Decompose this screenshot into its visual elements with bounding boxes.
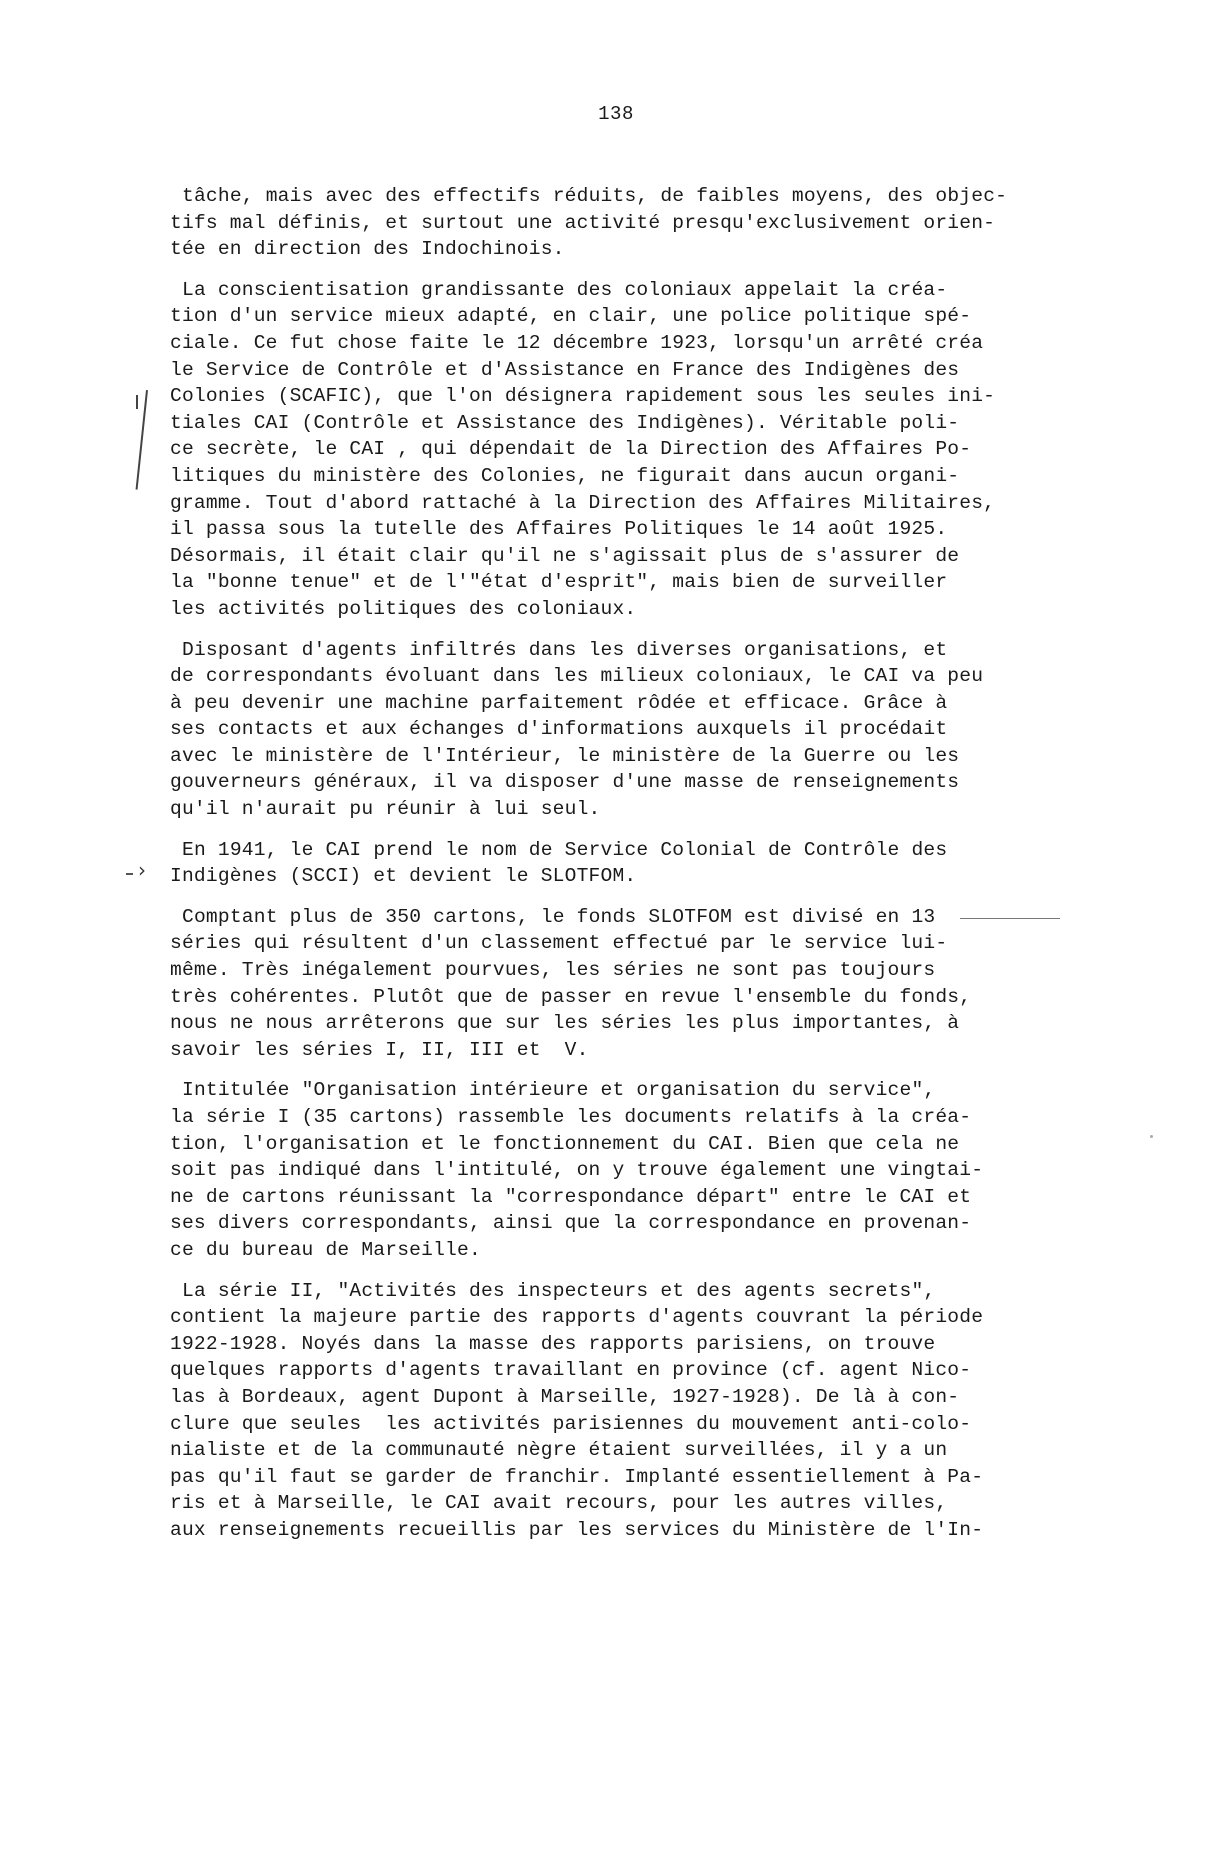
text-line: aux renseignements recueillis par les services du Ministère de l'In- bbox=[170, 1518, 984, 1541]
text-line: de correspondants évoluant dans les milieux coloniaux, le CAI va peu bbox=[170, 665, 984, 688]
text-line: tâche, mais avec des effectifs réduits, de faibles moyens, des objec- bbox=[182, 185, 1008, 207]
page-number: 138 bbox=[598, 103, 634, 125]
body-text bbox=[170, 183, 1070, 1558]
text-line: il passa sous la tutelle des Affaires Politiques le 14 août 1925. bbox=[170, 518, 948, 541]
text-line: contient la majeure partie des rapports d'agents couvrant la période bbox=[170, 1306, 984, 1329]
text-line: tifs mal définis, et surtout une activité presqu'exclusivement orien- bbox=[170, 211, 996, 234]
text-line: gramme. Tout d'abord rattaché à la Direction des Affaires Militaires, bbox=[170, 491, 996, 514]
text-line: la "bonne tenue" et de l'"état d'esprit", mais bien de surveiller bbox=[170, 571, 948, 594]
text-line: ciale. Ce fut chose faite le 12 décembre 1923, lorsqu'un arrêté créa bbox=[170, 331, 984, 354]
text-line: qu'il n'aurait pu réunir à lui seul. bbox=[170, 798, 601, 821]
text-line: ses contacts et aux échanges d'informations auxquels il procédait bbox=[170, 718, 948, 741]
text-line: las à Bordeaux, agent Dupont à Marseille, 1927-1928). De là à con- bbox=[170, 1385, 960, 1408]
text-line: Indigènes (SCCI) et devient le SLOTFOM. bbox=[170, 865, 637, 888]
text-line: Comptant plus de 350 cartons, le fonds SLOTFOM est divisé en 13 bbox=[182, 905, 936, 928]
text-line: ses divers correspondants, ainsi que la correspondance en provenan- bbox=[170, 1212, 972, 1235]
paper-speck bbox=[1150, 1135, 1153, 1138]
text-line: la série I (35 cartons) rassemble les documents relatifs à la créa- bbox=[170, 1106, 972, 1128]
text-line: gouverneurs généraux, il va disposer d'une masse de renseignements bbox=[170, 771, 960, 794]
paragraph bbox=[170, 1278, 1070, 1544]
text-line: ce du bureau de Marseille. bbox=[170, 1238, 481, 1261]
text-line: En 1941, le CAI prend le nom de Service Colonial de Contrôle des bbox=[182, 838, 948, 861]
handwritten-underline bbox=[960, 918, 1060, 919]
text-line: séries qui résultent d'un classement effectué par le service lui- bbox=[170, 932, 948, 955]
margin-annotation-tick bbox=[136, 395, 142, 409]
text-line: savoir les séries I, II, III et V. bbox=[170, 1038, 589, 1061]
text-line: Colonies (SCAFIC), que l'on désignera rapidement sous les seules ini- bbox=[170, 385, 996, 408]
text-line: avec le ministère de l'Intérieur, le ministère de la Guerre ou les bbox=[170, 744, 960, 767]
margin-arrow-icon: › bbox=[138, 858, 146, 882]
text-line: tée en direction des Indochinois. bbox=[170, 238, 565, 261]
text-line: La conscientisation grandissante des coloniaux appelait la créa- bbox=[182, 278, 948, 301]
text-line: clure que seules les activités parisiennes du mouvement anti-colo- bbox=[170, 1412, 972, 1435]
text-line: ce secrète, le CAI , qui dépendait de la Direction des Affaires Po- bbox=[170, 438, 972, 461]
paragraph bbox=[170, 637, 1070, 823]
paragraph bbox=[170, 183, 1070, 263]
text-line: Intitulée "Organisation intérieure et organisation du service", bbox=[182, 1079, 936, 1102]
text-line: à peu devenir une machine parfaitement rôdée et efficace. Grâce à bbox=[170, 691, 948, 714]
text-line: ris et à Marseille, le CAI avait recours, pour les autres villes, bbox=[170, 1492, 948, 1515]
text-line: très cohérentes. Plutôt que de passer en revue l'ensemble du fonds, bbox=[170, 985, 972, 1008]
paragraph bbox=[170, 837, 1070, 890]
text-line: soit pas indiqué dans l'intitulé, on y trouve également une vingtai- bbox=[170, 1159, 984, 1182]
text-line: tion d'un service mieux adapté, en clair, une police politique spé- bbox=[170, 305, 972, 328]
text-line: tiales CAI (Contrôle et Assistance des Indigènes). Véritable poli- bbox=[170, 411, 960, 434]
text-line: quelques rapports d'agents travaillant en province (cf. agent Nico- bbox=[170, 1359, 972, 1382]
text-line: nous ne nous arrêterons que sur les séries les plus importantes, à bbox=[170, 1012, 960, 1035]
text-line: pas qu'il faut se garder de franchir. Implanté essentiellement à Pa- bbox=[170, 1465, 984, 1488]
paragraph bbox=[170, 904, 1070, 1064]
text-line: même. Très inégalement pourvues, les séries ne sont pas toujours bbox=[170, 959, 936, 982]
text-line: Disposant d'agents infiltrés dans les diverses organisations, et bbox=[182, 638, 948, 661]
text-line: les activités politiques des coloniaux. bbox=[170, 597, 637, 620]
text-line: nialiste et de la communauté nègre étaient surveillées, il y a un bbox=[170, 1439, 948, 1462]
paragraph bbox=[170, 277, 1070, 623]
text-line: tion, l'organisation et le fonctionnement du CAI. Bien que cela ne bbox=[170, 1132, 960, 1155]
text-line: Désormais, il était clair qu'il ne s'agissait plus de s'assurer de bbox=[170, 544, 960, 567]
text-line: 1922-1928. Noyés dans la masse des rapports parisiens, on trouve bbox=[170, 1332, 936, 1355]
text-line: litiques du ministère des Colonies, ne figurait dans aucun organi- bbox=[170, 464, 960, 487]
text-line: La série II, "Activités des inspecteurs et des agents secrets", bbox=[182, 1279, 936, 1302]
text-line: ne de cartons réunissant la "correspondance départ" entre le CAI et bbox=[170, 1185, 972, 1208]
paragraph bbox=[170, 1077, 1070, 1263]
margin-annotation-dash bbox=[126, 873, 133, 875]
text-line: le Service de Contrôle et d'Assistance en France des Indigènes des bbox=[170, 358, 960, 381]
